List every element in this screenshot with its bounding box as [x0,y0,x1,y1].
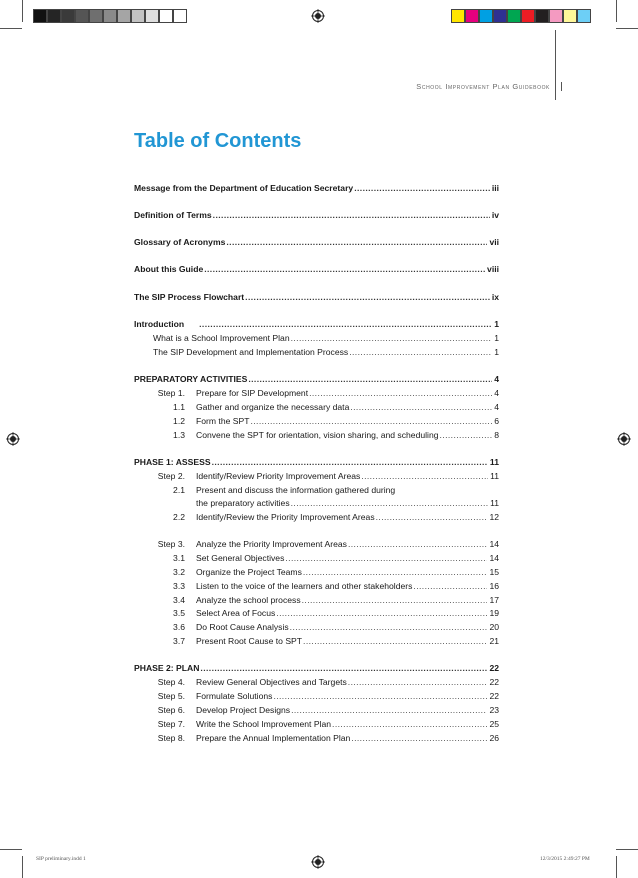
toc-entry-title: Do Root Cause Analysis [196,622,289,632]
color-swatch [117,9,131,23]
toc-page-number: 4 [494,388,499,398]
toc-entry[interactable] [134,635,499,647]
toc-entry-title: Present and discuss the information gathered during [196,485,396,495]
toc-entry-title: Identify/Review the Priority Improvement Areas [196,512,375,522]
toc-leader-dots [348,676,488,688]
toc-leader-dots [361,470,488,482]
color-swatch [89,9,103,23]
color-swatch [33,9,47,23]
toc-entry-title: About this Guide [134,264,204,274]
toc-entry[interactable] [134,704,499,716]
toc-entry-title: PHASE 1: ASSESS [134,457,211,467]
footer-timestamp: 12/3/2015 2:49:27 PM [540,856,590,862]
running-header: School Improvement Plan Guidebook [416,82,550,91]
toc-entry-title: PREPARATORY ACTIVITIES [134,374,248,384]
color-swatch [61,9,75,23]
toc-page-number: 14 [489,539,499,549]
color-swatch [173,9,187,23]
toc-entry-title: Set General Objectives [196,553,285,563]
toc-entry-number: Step 5. [157,691,185,701]
toc-entry[interactable] [134,718,499,730]
toc-entry-number: 3.1 [173,553,185,563]
color-swatch [577,9,591,23]
color-swatch [47,9,61,23]
toc-leader-dots [213,209,490,221]
registration-mark-icon [6,432,20,446]
toc-leader-dots [376,511,488,523]
toc-section-entry[interactable] [134,373,499,385]
registration-mark-icon [311,855,325,869]
toc-leader-dots [354,182,490,194]
toc-leader-dots [245,291,490,303]
toc-leader-dots [351,732,487,744]
color-swatch [75,9,89,23]
toc-entry-title: Analyze the Priority Improvement Areas [196,539,347,549]
toc-entry[interactable] [134,470,499,482]
toc-section-entry[interactable] [134,456,499,468]
color-swatch [479,9,493,23]
toc-page-number: 11 [489,457,499,467]
header-divider [561,82,562,91]
toc-entry-number: 3.4 [173,595,185,605]
toc-page-number: 1 [494,333,499,343]
toc-entry-title: Analyze the school process [196,595,301,605]
toc-section-entry[interactable] [134,182,499,194]
toc-page-number: 16 [489,581,499,591]
toc-entry-title: Introduction [134,319,185,329]
toc-entry-title: Organize the Project Teams [196,567,302,577]
toc-leader-dots [309,387,492,399]
toc-page-number: 21 [489,636,499,646]
toc-entry-number: Step 3. [157,539,185,549]
toc-entry[interactable] [134,676,499,688]
toc-entry-title: Message from the Department of Education Secretary [134,183,354,193]
page-title: Table of Contents [134,130,302,152]
toc-leader-dots [413,580,487,592]
color-swatch [451,9,465,23]
toc-entry-title: Prepare the Annual Implementation Plan [196,733,351,743]
toc-section-entry[interactable] [134,291,499,303]
registration-mark-icon [311,9,325,23]
toc-section-entry[interactable] [134,263,499,275]
toc-entry-title: The SIP Process Flowchart [134,292,245,302]
toc-page-number: ix [491,292,499,302]
toc-page-number: 11 [490,471,499,481]
toc-entry[interactable] [134,594,499,606]
toc-page-number: 12 [489,512,499,522]
registration-mark-icon [617,432,631,446]
toc-page-number: 26 [489,733,499,743]
toc-entry-title: Gather and organize the necessary data [196,402,350,412]
toc-entry[interactable] [134,484,499,496]
toc-leader-dots [285,552,487,564]
toc-leader-dots [250,415,492,427]
toc-entry-title: Form the SPT [196,416,250,426]
toc-page-number: iii [491,183,499,193]
toc-entry[interactable] [134,621,499,633]
toc-page-number: 25 [489,719,499,729]
toc-entry-title: Identify/Review Priority Improvement Areas [196,471,361,481]
toc-entry-number: Step 6. [157,705,185,715]
toc-leader-dots [302,594,488,606]
toc-leader-dots [273,690,487,702]
toc-leader-dots [200,662,487,674]
toc-page-number: 15 [489,567,499,577]
toc-leader-dots [226,236,487,248]
toc-entry-title: Review General Objectives and Targets [196,677,347,687]
toc-entry-number: 3.5 [173,608,185,618]
toc-page-number: vii [489,237,499,247]
toc-entry[interactable] [134,580,499,592]
toc-entry-number: Step 7. [157,719,185,729]
toc-leader-dots [291,332,493,344]
toc-entry-title: Convene the SPT for orientation, vision sharing, and scheduling [196,430,439,440]
toc-leader-dots [440,429,493,441]
toc-leader-dots [291,497,488,509]
crop-mark [616,28,638,29]
toc-leader-dots [248,373,492,385]
color-swatch [159,9,173,23]
toc-entry-title: PHASE 2: PLAN [134,663,200,673]
toc-page-number: 11 [490,498,499,508]
color-swatch [507,9,521,23]
toc-leader-dots [212,456,488,468]
toc-page-number: viii [487,264,499,274]
color-swatch [465,9,479,23]
crop-mark [616,856,617,878]
toc-entry[interactable] [134,497,499,509]
crop-mark [0,849,22,850]
toc-entry-title: The SIP Development and Implementation Process [153,347,349,357]
toc-section-entry[interactable] [134,662,499,674]
toc-page-number: 20 [489,622,499,632]
color-swatch [145,9,159,23]
toc-entry-title: Glossary of Acronyms [134,237,226,247]
toc-entry[interactable] [134,538,499,550]
toc-leader-dots [290,621,488,633]
toc-entry-number: 3.6 [173,622,185,632]
toc-leader-dots [291,704,487,716]
crop-mark [616,849,638,850]
toc-entry-number: Step 4. [157,677,185,687]
trim-line [555,30,556,100]
color-swatch [131,9,145,23]
crop-mark [0,28,22,29]
color-swatch [563,9,577,23]
toc-entry-number: 2.1 [173,485,185,495]
toc-section-entry[interactable] [134,318,499,330]
toc-entry-number: 3.7 [173,636,185,646]
crop-mark [616,0,617,22]
toc-entry[interactable] [134,387,499,399]
toc-entry-title: Definition of Terms [134,210,212,220]
toc-page-number: 4 [494,374,499,384]
color-swatch [493,9,507,23]
toc-section-entry[interactable] [134,236,499,248]
toc-page-number: iv [491,210,499,220]
toc-entry[interactable] [134,401,499,413]
toc-entry-number: 1.2 [173,416,185,426]
toc-page-number: 22 [489,691,499,701]
toc-entry[interactable] [134,552,499,564]
toc-leader-dots [199,318,492,330]
toc-entry[interactable] [134,332,499,344]
toc-leader-dots [303,566,488,578]
toc-entry-number: Step 2. [157,471,185,481]
toc-leader-dots [276,607,487,619]
toc-page-number: 23 [489,705,499,715]
color-swatch [549,9,563,23]
toc-entry-title: Write the School Improvement Plan [196,719,332,729]
toc-entry-number: 3.2 [173,567,185,577]
toc-page-number: 4 [494,402,499,412]
toc-page-number: 22 [489,663,499,673]
toc-entry[interactable] [134,511,499,523]
toc-page-number: 6 [494,416,499,426]
toc-entry-title: Prepare for SIP Development [196,388,309,398]
footer-filename: SIP preliminary.indd 1 [36,856,86,862]
toc-entry-title: the preparatory activities [196,498,290,508]
toc-entry-number: 1.1 [173,402,185,412]
toc-entry-number: 2.2 [173,512,185,522]
toc-entry[interactable] [134,415,499,427]
toc-entry[interactable] [134,566,499,578]
toc-page-number: 8 [494,430,499,440]
toc-section-entry[interactable] [134,209,499,221]
toc-page-number: 14 [489,553,499,563]
crop-mark [22,0,23,22]
toc-entry-title: What is a School Improvement Plan [153,333,290,343]
toc-entry-number: 3.3 [173,581,185,591]
gray-swatch-strip [33,9,187,23]
toc-entry-number: 1.3 [173,430,185,440]
toc-leader-dots [350,401,492,413]
toc-page-number: 1 [494,319,499,329]
toc-page-number: 22 [489,677,499,687]
toc-entry[interactable] [134,690,499,702]
color-swatch [535,9,549,23]
toc-page-number: 17 [489,595,499,605]
toc-entry-number: Step 8. [157,733,185,743]
toc-entry-title: Develop Project Designs [196,705,291,715]
color-swatch [103,9,117,23]
toc-entry[interactable] [134,429,499,441]
toc-leader-dots [349,346,492,358]
toc-entry[interactable] [134,607,499,619]
toc-page-number: 1 [494,347,499,357]
toc-entry-title: Select Area of Focus [196,608,276,618]
toc-entry-title: Present Root Cause to SPT [196,636,303,646]
toc-leader-dots [332,718,487,730]
toc-entry-title: Formulate Solutions [196,691,273,701]
crop-mark [22,856,23,878]
toc-leader-dots [348,538,488,550]
toc-entry[interactable] [134,732,499,744]
toc-page-number: 19 [489,608,499,618]
toc-entry[interactable] [134,346,499,358]
toc-entry-title: Listen to the voice of the learners and other stakeholders [196,581,413,591]
toc-leader-dots [204,263,485,275]
color-swatch [521,9,535,23]
toc-entry-number: Step 1. [157,388,185,398]
toc-leader-dots [303,635,487,647]
color-swatch-strip [451,9,591,23]
